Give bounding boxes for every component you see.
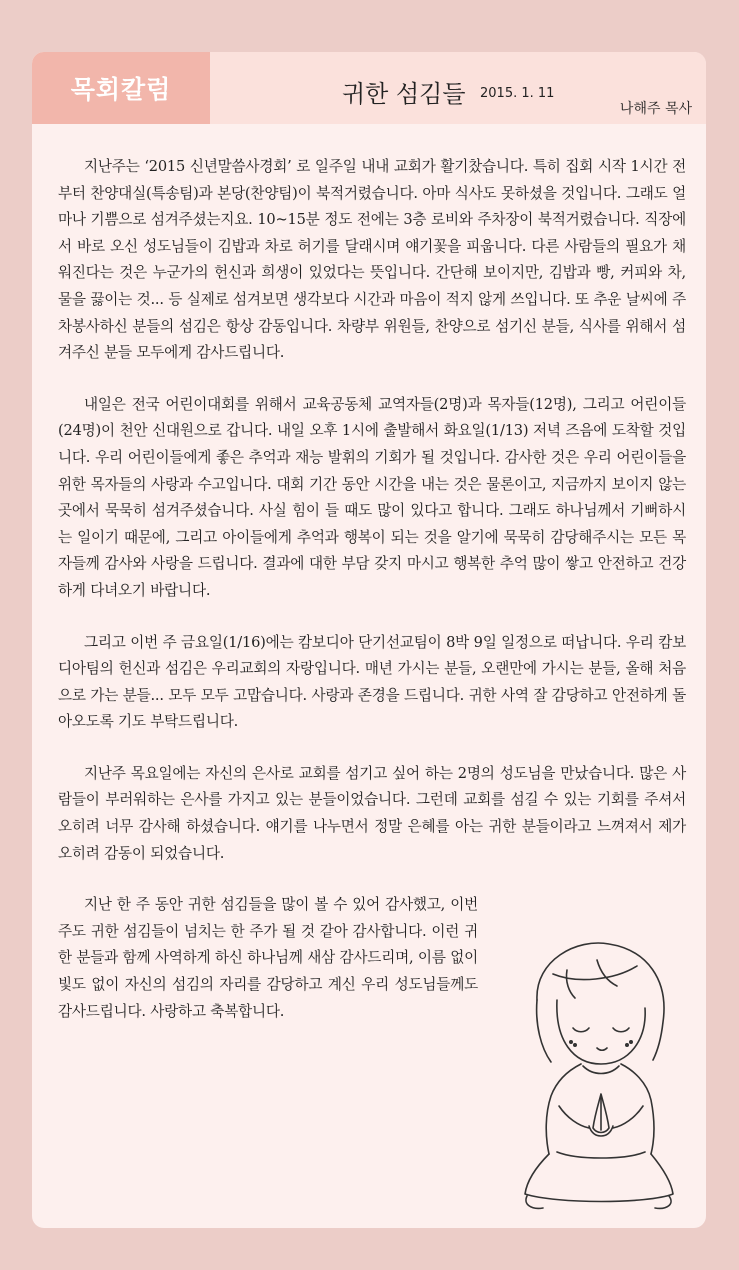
column-tag: 목회칼럼 [32,52,210,124]
column-header [32,52,706,124]
column-body [58,154,686,1050]
paragraph: 지난주는 ‘2015 신년말씀사경회’ 로 일주일 내내 교회가 활기찼습니다. 특히 집회 시작 1시간 전부터 찬양대실(특송팀)과 본당(찬양팀)이 북적거렸습니다. 아마 식사도 못하셨을 것입니다. 그래도 얼마나 기쁨으로 섬겨주셨는지요. 10~15분 정도 전에는 3층 로비와 주차장이 북적거렸습니다. 직장에서 바로 오신 성도님들이 김밥과 차로 허기를 달래시며 얘기꽃을 피웁니다. 다른 사람들의 필요가 채워진다는 것은 누군가의 헌신과 희생이 있었다는 뜻입니다. 간단해 보이지만, 김밥과 빵, 커피와 차, 물을 끓이는 것... 등 실제로 섬겨보면 생각보다 시간과 마음이 적지 않게 쓰입니다. 또 추운 날씨에 주차봉사하신 분들의 섬김은 항상 감동입니다. 차량부 위원들, 찬양으로 섬기신 분들, 식사를 위해서 섬겨주신 분들 모두에게 감사드립니다. [58,158,686,362]
praying-girl-illustration [497,930,697,1220]
column-title: 귀한 섬김들 [342,80,466,108]
paragraph: 내일은 전국 어린이대회를 위해서 교육공동체 교역자들(2명)과 목자들(12명), 그리고 어린이들(24명)이 천안 신대원으로 갑니다. 내일 오후 1시에 출발해서 화요일(1/13) 저녁 즈음에 도착할 것입니다. 우리 어린이들에게 좋은 추억과 재능 발휘의 기회가 될 것입니다. 감사한 것은 우리 어린이들을 위한 목자들의 사랑과 수고입니다. 대회 기간 동안 시간을 내는 것은 물론이고, 지금까지 보이지 않는 곳에서 묵묵히 섬겨주셨습니다. 사실 힘이 들 때도 많이 있다고 합니다. 그래도 하나님께서 기뻐하시는 일이기 때문에, 그리고 아이들에게 추억과 행복이 되는 것을 알기에 묵묵히 감당해주시는 모든 목자들께 감사와 사랑을 드립니다. 결과에 대한 부담 갖지 마시고 행복한 추억 많이 쌓고 안전하고 건강하게 다녀오기 바랍니다. [58,395,686,599]
column-card [32,52,706,1228]
column-author: 나해주 목사 [619,101,692,117]
paragraph: 그리고 이번 주 금요일(1/16)에는 캄보디아 단기선교팀이 8박 9일 일정으로 떠납니다. 우리 캄보디아팀의 헌신과 섬김은 우리교회의 자랑입니다. 매년 가시는 분들, 오랜만에 가시는 분들, 올해 처음으로 가는 분들... 모두 모두 고맙습니다. 사랑과 존경을 드립니다. 귀한 사역 잘 감당하고 안전하게 돌아오도록 기도 부탁드립니다. [58,633,686,731]
paragraph: 지난주 목요일에는 자신의 은사로 교회를 섬기고 싶어 하는 2명의 성도님을 만났습니다. 많은 사람들이 부러워하는 은사를 가지고 있는 분들이었습니다. 그런데 교회를 섬길 수 있는 기회를 주셔서 오히려 너무 감사해 하셨습니다. 얘기를 나누면서 정말 은혜를 아는 귀한 분들이라고 느껴져서 제가 오히려 감동이 되었습니다. [58,764,686,862]
paragraph: 지난 한 주 동안 귀한 섬김들을 많이 볼 수 있어 감사했고, 이번 주도 귀한 섬김들이 넘치는 한 주가 될 것 같아 감사합니다. 이런 귀한 분들과 함께 사역하게 하신 하나님께 새삼 감사드리며, 이름 없이 빛도 없이 자신의 섬김의 자리를 감당하고 계신 우리 성도님들께도 감사드립니다. 사랑하고 축복합니다. [58,896,478,1020]
column-date: 2015. 1. 11 [480,86,555,101]
